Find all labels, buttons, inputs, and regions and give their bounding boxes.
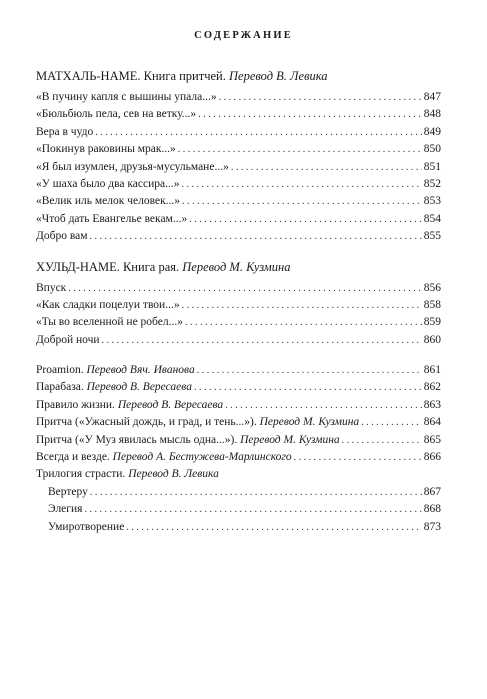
entry-translator: Перевод В. Вересаева bbox=[86, 381, 192, 394]
toc-entry[interactable] bbox=[36, 193, 441, 210]
section-title: ХУЛЬД-НАМЕ. Книга рая. bbox=[36, 259, 183, 274]
dot-leader bbox=[84, 501, 421, 518]
dot-leader bbox=[294, 449, 422, 466]
trilogy-heading bbox=[36, 466, 441, 483]
toc-entry[interactable] bbox=[36, 379, 441, 396]
dot-leader bbox=[182, 193, 422, 210]
toc-entry[interactable] bbox=[36, 519, 441, 536]
entry-title: Элегия bbox=[48, 503, 83, 516]
toc-entry[interactable] bbox=[36, 141, 441, 158]
entry-page: 862 bbox=[423, 381, 441, 394]
entry-page: 863 bbox=[423, 398, 441, 411]
dot-leader bbox=[102, 332, 422, 349]
dot-leader bbox=[185, 314, 422, 331]
entry-title: «У шаха было два кассира...» bbox=[36, 177, 180, 190]
toc-entry[interactable] bbox=[36, 211, 441, 228]
entry-page: 858 bbox=[423, 298, 441, 311]
entry-title: Впуск bbox=[36, 281, 67, 294]
entry-title: Вертеру bbox=[48, 485, 88, 498]
entry-title: «Покинув раковины мрак...» bbox=[36, 143, 176, 156]
dot-leader bbox=[126, 519, 421, 536]
entry-title bbox=[36, 379, 192, 396]
dot-leader bbox=[198, 106, 422, 123]
entry-name: Всегда и везде. bbox=[36, 451, 113, 464]
entry-page: 873 bbox=[423, 520, 441, 533]
entry-translator: Перевод А. Бестужева-Марлинского bbox=[112, 451, 292, 464]
dot-leader bbox=[181, 176, 421, 193]
section-translator: Перевод М. Кузмина bbox=[182, 259, 291, 274]
toc-entry[interactable] bbox=[36, 280, 441, 297]
entry-page: 856 bbox=[423, 281, 441, 294]
entry-page: 854 bbox=[423, 212, 441, 225]
dot-leader bbox=[189, 211, 422, 228]
table-of-contents bbox=[36, 68, 441, 536]
entry-name: Правило жизни. bbox=[36, 398, 118, 411]
entry-title bbox=[36, 432, 340, 449]
toc-entry[interactable] bbox=[36, 228, 441, 245]
dot-leader bbox=[182, 297, 422, 314]
dot-leader bbox=[95, 124, 422, 141]
dot-leader bbox=[194, 379, 422, 396]
entry-page: 860 bbox=[423, 333, 441, 346]
toc-entry[interactable] bbox=[36, 159, 441, 176]
entry-name: Парабаза. bbox=[36, 381, 87, 394]
dot-leader bbox=[342, 432, 422, 449]
toc-entry[interactable] bbox=[36, 362, 441, 379]
trilogy-translator: Перевод В. Левика bbox=[128, 468, 219, 481]
section-title: МАТХАЛЬ-НАМЕ. Книга притчей. bbox=[36, 69, 229, 83]
entry-title bbox=[36, 362, 195, 379]
entry-title: «Велик иль мелок человек...» bbox=[36, 195, 181, 208]
entry-title: Добро вам bbox=[36, 230, 88, 243]
dot-leader bbox=[90, 484, 422, 501]
entry-page: 865 bbox=[423, 433, 441, 446]
entry-page: 861 bbox=[423, 364, 441, 377]
toc-entry[interactable] bbox=[36, 297, 441, 314]
toc-entry[interactable] bbox=[36, 314, 441, 331]
toc-entry[interactable] bbox=[36, 397, 441, 414]
entry-title: «Ты во вселенной не робел...» bbox=[36, 316, 183, 329]
entry-name: Proamion. bbox=[36, 364, 87, 377]
entry-page: 850 bbox=[423, 143, 441, 156]
toc-entry[interactable] bbox=[36, 484, 441, 501]
entry-title bbox=[36, 414, 359, 431]
section-heading-mathal-name bbox=[36, 68, 441, 85]
dot-leader bbox=[361, 414, 422, 431]
entry-title bbox=[36, 397, 223, 414]
entry-title: «Чтоб дать Евангелье векам...» bbox=[36, 212, 188, 225]
page-title: СОДЕРЖАНИЕ bbox=[194, 30, 293, 41]
toc-entry[interactable] bbox=[36, 176, 441, 193]
entry-page: 859 bbox=[423, 316, 441, 329]
toc-entry[interactable] bbox=[36, 501, 441, 518]
section-heading-huld-name bbox=[36, 259, 441, 276]
entry-title: Вера в чудо bbox=[36, 125, 94, 138]
trilogy-title: Трилогия страсти. bbox=[36, 468, 129, 481]
dot-leader bbox=[219, 89, 422, 106]
entry-title: «Я был изумлен, друзья-мусульмане...» bbox=[36, 160, 229, 173]
dot-leader bbox=[178, 141, 422, 158]
entry-translator: Перевод Вяч. Иванова bbox=[86, 364, 195, 377]
entry-page: 853 bbox=[423, 195, 441, 208]
entry-translator: Перевод М. Кузмина bbox=[240, 433, 340, 446]
entry-title: «Бюльбюль пела, сев на ветку...» bbox=[36, 108, 197, 121]
entry-title bbox=[36, 449, 292, 466]
entry-page: 864 bbox=[423, 416, 441, 429]
entry-title: «Как сладки поцелуи твои...» bbox=[36, 298, 180, 311]
entry-title: Доброй ночи bbox=[36, 333, 100, 346]
entry-page: 855 bbox=[423, 230, 441, 243]
entry-page: 851 bbox=[423, 160, 441, 173]
toc-entry[interactable] bbox=[36, 124, 441, 141]
dot-leader bbox=[68, 280, 421, 297]
toc-entry[interactable] bbox=[36, 449, 441, 466]
entry-page: 868 bbox=[423, 503, 441, 516]
dot-leader bbox=[197, 362, 422, 379]
entry-page: 848 bbox=[423, 108, 441, 121]
entry-page: 847 bbox=[423, 91, 441, 103]
dot-leader bbox=[231, 159, 422, 176]
section-translator: Перевод В. Левика bbox=[229, 69, 328, 83]
dot-leader bbox=[89, 228, 421, 245]
entry-name: Притча («У Муз явилась мысль одна...»). bbox=[36, 433, 241, 446]
entry-name: Притча («Ужасный дождь, и град, и тень...»). bbox=[36, 416, 260, 429]
toc-entry[interactable] bbox=[36, 106, 441, 123]
entry-page: 852 bbox=[423, 177, 441, 190]
entry-title: «В пучину капля с вышины упала...» bbox=[36, 91, 217, 103]
entry-page: 866 bbox=[423, 451, 441, 464]
dot-leader bbox=[225, 397, 422, 414]
entry-page: 867 bbox=[423, 485, 441, 498]
toc-entry[interactable] bbox=[36, 432, 441, 449]
toc-entry[interactable] bbox=[36, 414, 441, 431]
entry-title: Умиротворение bbox=[48, 520, 125, 533]
entry-translator: Перевод М. Кузмина bbox=[259, 416, 360, 429]
toc-entry[interactable] bbox=[36, 89, 441, 106]
entry-translator: Перевод В. Вересаева bbox=[117, 398, 224, 411]
entry-page: 849 bbox=[423, 125, 441, 138]
toc-entry[interactable] bbox=[36, 332, 441, 349]
